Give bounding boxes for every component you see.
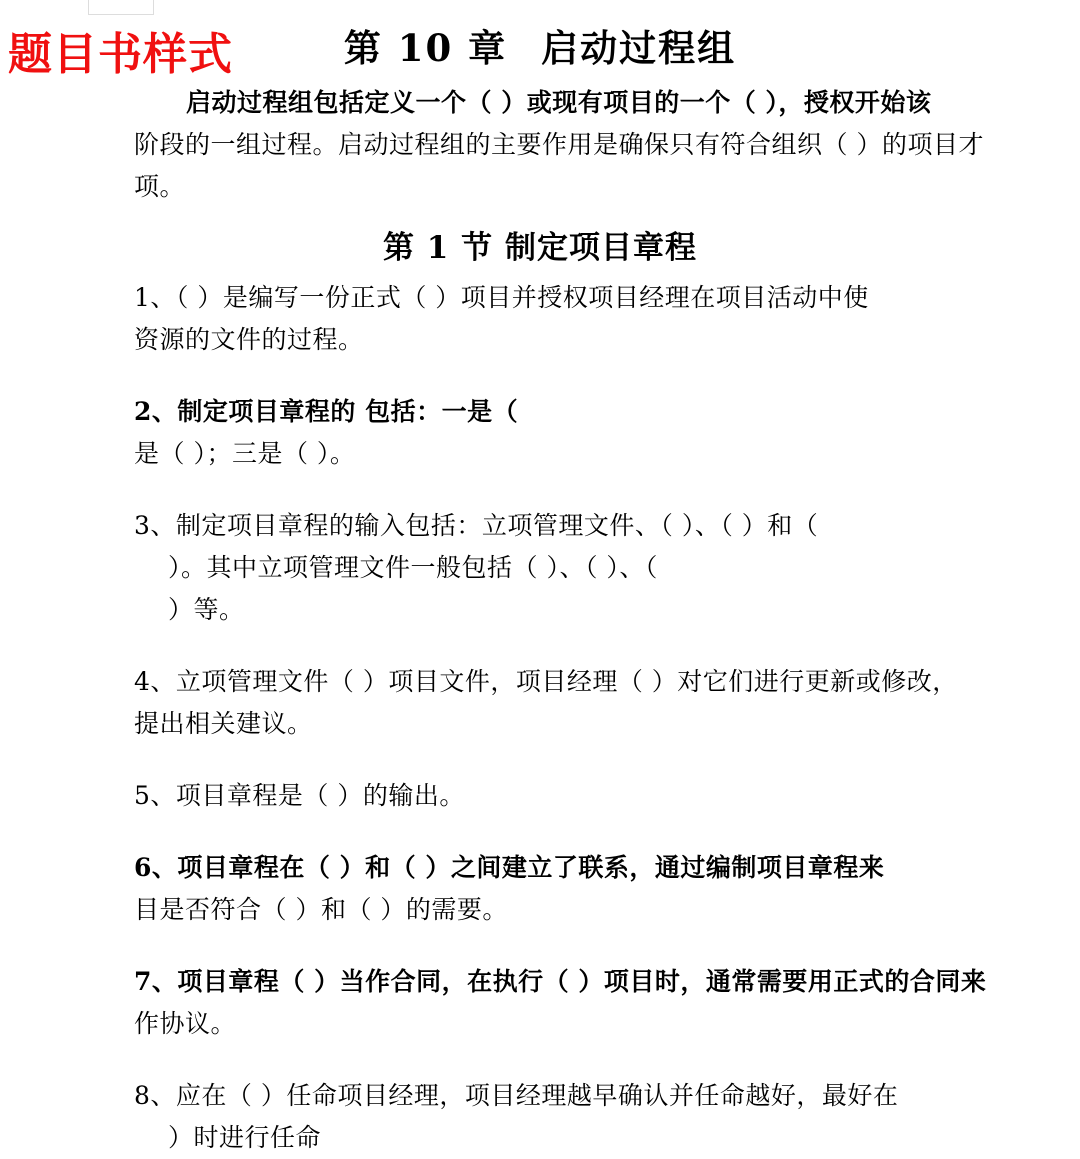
item-line: ）。其中立项管理文件一般包括（ ）、（ ）、（ (168, 553, 658, 582)
item-number: 6、 (134, 853, 178, 882)
section-1-title: 第 1 节 制定项目章程 (383, 230, 697, 266)
item-line-cont (0, 703, 1080, 745)
item-number: 4、 (134, 667, 176, 696)
intro-line-1: 启动过程组包括定义一个（ ）或现有项目的一个（ ），授权开始该 (186, 88, 932, 117)
item-line: 是（ ）；三是（ ）。 (134, 439, 356, 468)
question-item (0, 775, 1080, 817)
question-item (0, 847, 1080, 889)
item-line: ）时进行任命 (168, 1123, 322, 1152)
document-body (0, 82, 1080, 1159)
item-line: ）等。 (168, 595, 245, 624)
item-line: 提出相关建议。 (134, 709, 313, 738)
item-line: 制定项目章程的 包括：一是（ (177, 397, 519, 426)
intro-line-2: 阶段的一组过程。启动过程组的主要作用是确保只有符合组织（ ）的项目才 (134, 130, 984, 159)
chapter-title-prefix: 第 10 章 (343, 26, 508, 70)
item-line: 项目章程在（ ）和（ ）之间建立了联系，通过编制项目章程来 (177, 853, 885, 882)
item-number: 5、 (134, 781, 176, 810)
item-line: 目是否符合（ ）和（ ）的需要。 (134, 895, 508, 924)
item-line-cont (0, 319, 1080, 361)
scan-artifact-tab (88, 0, 154, 15)
question-item (0, 505, 1080, 547)
item-line-cont (0, 1003, 1080, 1045)
item-line-cont (0, 433, 1080, 475)
chapter-title (0, 18, 1080, 72)
item-line: 制定项目章程的输入包括：立项管理文件、（ ）、（ ）和（ (175, 511, 819, 540)
item-number: 1、 (134, 283, 176, 312)
question-item (0, 661, 1080, 703)
item-line: 立项管理文件（ ）项目文件，项目经理（ ）对它们进行更新或修改， (175, 667, 958, 696)
item-number: 3、 (134, 511, 176, 540)
item-line-cont (0, 589, 1080, 631)
item-line-cont (0, 547, 1080, 589)
watermark-label: 题目书样式 (8, 29, 233, 80)
question-item (0, 1075, 1080, 1117)
item-line: 应在（ ）任命项目经理，项目经理越早确认并任命越好，最好在 (175, 1081, 899, 1110)
item-line-cont (0, 889, 1080, 931)
question-item (0, 391, 1080, 433)
item-line-cont (0, 1117, 1080, 1159)
item-line: 项目章程是（ ）的输出。 (175, 781, 465, 810)
item-number: 8、 (134, 1081, 176, 1110)
item-number: 2、 (134, 397, 178, 426)
item-line: （ ）是编写一份正式（ ）项目并授权项目经理在项目活动中使 (175, 283, 869, 312)
item-line: 资源的文件的过程。 (134, 325, 364, 354)
item-line: 项目章程（ ）当作合同，在执行（ ）项目时，通常需要用正式的合同来 (177, 967, 987, 996)
question-item (0, 961, 1080, 1003)
question-item (0, 277, 1080, 319)
chapter-title-name: 启动过程组 (541, 26, 737, 70)
item-line: 作协议。 (134, 1009, 237, 1038)
item-number: 7、 (134, 967, 178, 996)
intro-line-3: 项。 (134, 172, 186, 201)
